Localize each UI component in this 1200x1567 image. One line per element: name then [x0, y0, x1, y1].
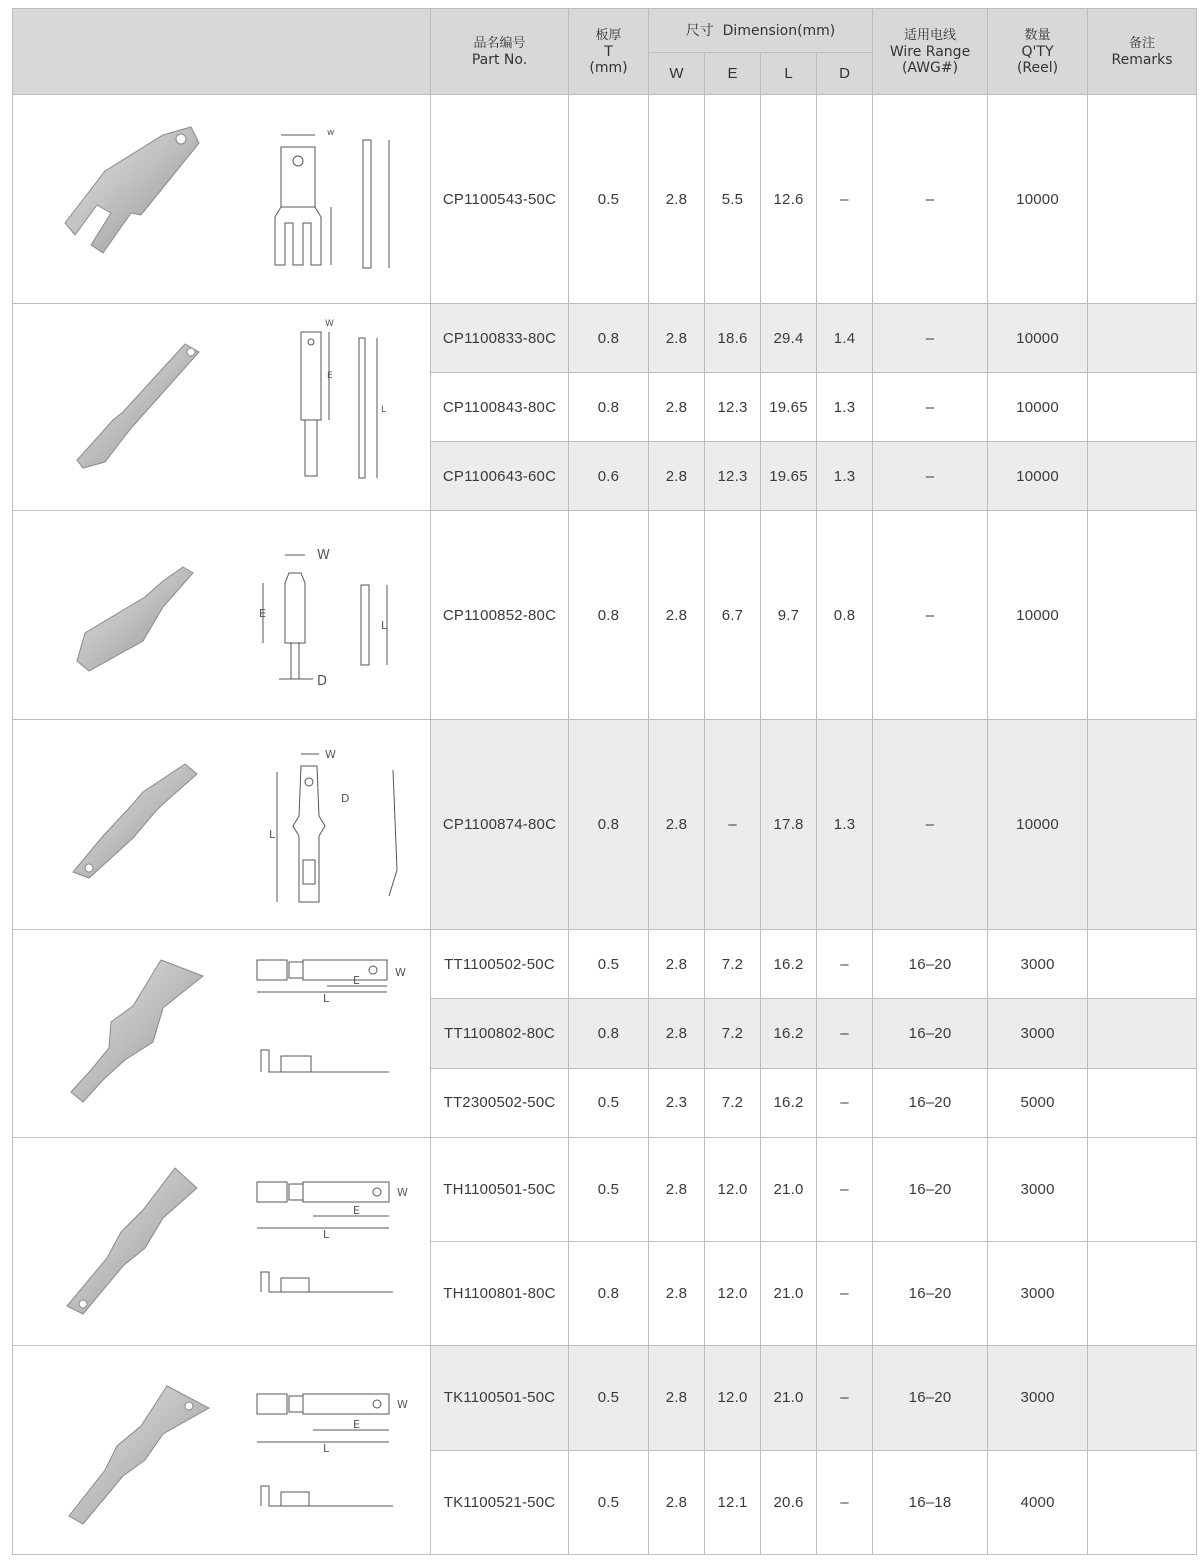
remarks: [1088, 1346, 1197, 1451]
qty: 5000: [988, 1068, 1088, 1137]
part-number: TT1100502-50C: [431, 930, 569, 999]
thickness: 0.8: [569, 720, 649, 930]
qty: 3000: [988, 930, 1088, 999]
product-image-cell: [13, 1346, 431, 1555]
dim-l: 17.8: [761, 720, 817, 930]
part-number: CP1100852-80C: [431, 511, 569, 720]
wire-range: 16–18: [873, 1450, 988, 1555]
table-row: [13, 304, 1197, 373]
dim-d-header: D: [817, 53, 873, 95]
terminal-illustration: [13, 720, 431, 929]
drawing-label-w: W: [317, 548, 330, 563]
terminal-illustration: [13, 1346, 431, 1554]
qty: 3000: [988, 1242, 1088, 1346]
wire-range: –: [873, 373, 988, 442]
dim-d: 1.3: [817, 373, 873, 442]
thickness: 0.5: [569, 1138, 649, 1242]
dim-l-header: L: [761, 53, 817, 95]
dim-e: 7.2: [705, 1068, 761, 1137]
dim-w: 2.8: [649, 373, 705, 442]
table-row: [13, 511, 1197, 720]
dim-d: –: [817, 1346, 873, 1451]
dim-d: –: [817, 1450, 873, 1555]
dim-l: 21.0: [761, 1242, 817, 1346]
remarks: [1088, 930, 1197, 999]
dim-e: 12.0: [705, 1138, 761, 1242]
wire-range: 16–20: [873, 930, 988, 999]
dim-w: 2.8: [649, 1242, 705, 1346]
dim-e: 12.0: [705, 1242, 761, 1346]
drawing-label-w: W: [397, 1186, 408, 1199]
dim-w: 2.8: [649, 930, 705, 999]
dim-d: 1.3: [817, 720, 873, 930]
drawing-label-e: E: [353, 1204, 360, 1217]
thickness: 0.5: [569, 95, 649, 304]
qty: 10000: [988, 720, 1088, 930]
thickness: 0.5: [569, 1450, 649, 1555]
thickness: 0.5: [569, 930, 649, 999]
dim-w: 2.8: [649, 1346, 705, 1451]
dim-e: 5.5: [705, 95, 761, 304]
dim-l: 9.7: [761, 511, 817, 720]
dim-w: 2.8: [649, 95, 705, 304]
table-row: [13, 95, 1197, 304]
remarks: [1088, 304, 1197, 373]
dim-d: –: [817, 1138, 873, 1242]
terminal-illustration: [13, 95, 431, 303]
qty: 3000: [988, 999, 1088, 1068]
remarks: [1088, 1138, 1197, 1242]
terminal-illustration: [13, 1138, 431, 1345]
product-image-cell: [13, 95, 431, 304]
drawing-label-l: L: [323, 1228, 330, 1241]
drawing-label-w: W: [397, 1398, 408, 1411]
remarks: [1088, 373, 1197, 442]
dim-w: 2.8: [649, 511, 705, 720]
wire-range: 16–20: [873, 1068, 988, 1137]
part-number: CP1100543-50C: [431, 95, 569, 304]
product-image-cell: [13, 720, 431, 930]
dim-e: 6.7: [705, 511, 761, 720]
dim-d: 1.3: [817, 442, 873, 511]
part-no-header: 品名编号 Part No.: [431, 9, 569, 95]
terminal-photo: [71, 960, 203, 1102]
dim-w: 2.3: [649, 1068, 705, 1137]
dim-d: –: [817, 999, 873, 1068]
wire-range: –: [873, 720, 988, 930]
drawing-label-e: E: [353, 1418, 360, 1431]
dim-d: –: [817, 1068, 873, 1137]
dim-w: 2.8: [649, 1450, 705, 1555]
dim-l: 12.6: [761, 95, 817, 304]
dim-d: –: [817, 1242, 873, 1346]
wire-range: –: [873, 511, 988, 720]
qty: 10000: [988, 95, 1088, 304]
dim-e-header: E: [705, 53, 761, 95]
wire-range: –: [873, 304, 988, 373]
dim-l: 21.0: [761, 1138, 817, 1242]
wire-range-header: 适用电线 Wire Range (AWG#): [873, 9, 988, 95]
qty: 3000: [988, 1346, 1088, 1451]
dim-w: 2.8: [649, 999, 705, 1068]
image-header: [13, 9, 431, 95]
dim-l: 19.65: [761, 373, 817, 442]
drawing-label-l: L: [381, 405, 387, 415]
remarks-header: 备注 Remarks: [1088, 9, 1197, 95]
drawing-label-d: D: [341, 792, 350, 805]
dim-w: 2.8: [649, 720, 705, 930]
dim-e: 7.2: [705, 999, 761, 1068]
remarks: [1088, 442, 1197, 511]
dim-w: 2.8: [649, 1138, 705, 1242]
dim-e: 12.3: [705, 442, 761, 511]
terminal-illustration: [13, 511, 431, 719]
table-row: [13, 1346, 1197, 1451]
dim-l: 29.4: [761, 304, 817, 373]
terminal-photo: [77, 567, 193, 671]
remarks: [1088, 999, 1197, 1068]
product-image-cell: [13, 1138, 431, 1346]
dim-d: 0.8: [817, 511, 873, 720]
drawing-label-e: E: [353, 974, 360, 987]
remarks: [1088, 511, 1197, 720]
thickness: 0.8: [569, 1242, 649, 1346]
part-number: CP1100874-80C: [431, 720, 569, 930]
dim-w: 2.8: [649, 442, 705, 511]
table-row: [13, 720, 1197, 930]
remarks: [1088, 1450, 1197, 1555]
remarks: [1088, 95, 1197, 304]
part-number: TH1100501-50C: [431, 1138, 569, 1242]
qty-header: 数量 Q'TY (Reel): [988, 9, 1088, 95]
thickness: 0.8: [569, 511, 649, 720]
drawing-label-l: L: [381, 619, 388, 632]
terminal-drawing: [263, 555, 387, 679]
dim-d: –: [817, 930, 873, 999]
dim-l: 20.6: [761, 1450, 817, 1555]
terminal-illustration: [13, 304, 431, 510]
wire-range: –: [873, 95, 988, 304]
thickness: 0.8: [569, 373, 649, 442]
dim-e: 18.6: [705, 304, 761, 373]
product-image-cell: [13, 511, 431, 720]
dim-e: 12.3: [705, 373, 761, 442]
part-number: TT1100802-80C: [431, 999, 569, 1068]
qty: 10000: [988, 373, 1088, 442]
terminal-drawing: [275, 135, 389, 268]
dim-l: 16.2: [761, 930, 817, 999]
remarks: [1088, 720, 1197, 930]
remarks: [1088, 1068, 1197, 1137]
wire-range: 16–20: [873, 1242, 988, 1346]
dimension-header: 尺寸 Dimension(mm): [649, 9, 873, 53]
qty: 10000: [988, 442, 1088, 511]
terminal-spec-table: [12, 8, 1197, 1555]
part-number: TH1100801-80C: [431, 1242, 569, 1346]
spec-sheet: [12, 8, 1196, 1560]
thickness: 0.6: [569, 442, 649, 511]
terminal-photo: [67, 1168, 197, 1314]
terminal-photo: [77, 344, 199, 468]
drawing-label-w: W: [327, 128, 335, 138]
drawing-label-l: L: [269, 828, 276, 841]
terminal-illustration: [13, 930, 431, 1137]
drawing-label-e: E: [259, 607, 266, 620]
terminal-drawing: [277, 754, 397, 902]
drawing-label-e: E: [327, 371, 333, 381]
dim-w: 2.8: [649, 304, 705, 373]
thickness-header: 板厚 T (mm): [569, 9, 649, 95]
wire-range: –: [873, 442, 988, 511]
dim-l: 16.2: [761, 1068, 817, 1137]
qty: 10000: [988, 511, 1088, 720]
drawing-label-w: W: [395, 966, 406, 979]
terminal-photo: [73, 764, 197, 878]
part-number: TK1100501-50C: [431, 1346, 569, 1451]
dim-e: 12.0: [705, 1346, 761, 1451]
dim-l: 19.65: [761, 442, 817, 511]
drawing-label-d: D: [317, 674, 328, 689]
drawing-label-l: L: [323, 1442, 330, 1455]
wire-range: 16–20: [873, 1346, 988, 1451]
table-row: [13, 930, 1197, 999]
qty: 3000: [988, 1138, 1088, 1242]
thickness: 0.8: [569, 304, 649, 373]
remarks: [1088, 1242, 1197, 1346]
dim-e: 12.1: [705, 1450, 761, 1555]
qty: 10000: [988, 304, 1088, 373]
drawing-label-w: W: [325, 748, 336, 761]
thickness: 0.5: [569, 1068, 649, 1137]
terminal-photo: [65, 127, 199, 253]
thickness: 0.8: [569, 999, 649, 1068]
thickness: 0.5: [569, 1346, 649, 1451]
product-image-cell: [13, 930, 431, 1138]
product-image-cell: [13, 304, 431, 511]
terminal-drawing: [301, 332, 377, 478]
wire-range: 16–20: [873, 1138, 988, 1242]
part-number: CP1100643-60C: [431, 442, 569, 511]
part-number: TT2300502-50C: [431, 1068, 569, 1137]
qty: 4000: [988, 1450, 1088, 1555]
part-number: CP1100843-80C: [431, 373, 569, 442]
dim-l: 21.0: [761, 1346, 817, 1451]
terminal-drawing: [257, 960, 389, 1072]
part-number: CP1100833-80C: [431, 304, 569, 373]
dim-e: 7.2: [705, 930, 761, 999]
drawing-label-l: L: [323, 992, 330, 1005]
part-number: TK1100521-50C: [431, 1450, 569, 1555]
dim-d: 1.4: [817, 304, 873, 373]
dim-e: –: [705, 720, 761, 930]
table-row: [13, 1138, 1197, 1242]
dim-w-header: W: [649, 53, 705, 95]
drawing-label-w: W: [325, 319, 334, 329]
dim-d: –: [817, 95, 873, 304]
wire-range: 16–20: [873, 999, 988, 1068]
dim-l: 16.2: [761, 999, 817, 1068]
